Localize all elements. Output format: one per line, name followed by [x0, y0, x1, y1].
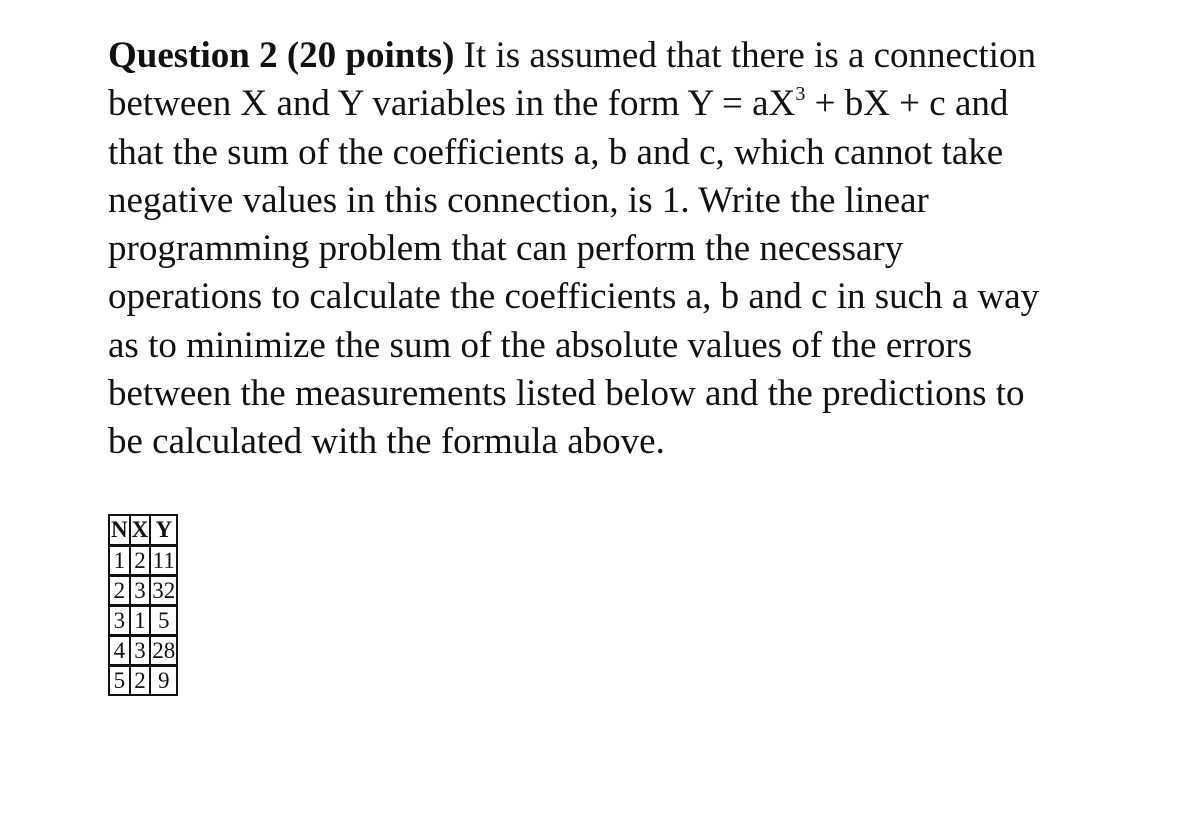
question-text — [108, 32, 1168, 467]
cell-y: 5 — [150, 605, 177, 635]
cell-y: 11 — [150, 545, 177, 575]
header-n: N — [109, 515, 130, 545]
question-line-2-text: between X and Y variables in the form Y = aX — [108, 83, 796, 125]
question-line-4: negative values in this connection, is 1. Write the linear — [108, 179, 929, 221]
question-line-6: operations to calculate the coefficients a, b and c in such a way — [108, 276, 1040, 318]
question-line-2-tail: + bX + c and — [805, 83, 1009, 125]
question-heading: Question 2 (20 points) — [108, 35, 455, 76]
cell-x: 3 — [130, 575, 151, 605]
cell-n: 1 — [109, 545, 130, 575]
cell-n: 2 — [109, 575, 130, 605]
question-line-1-text: It is assumed that there is a connection — [454, 35, 1036, 76]
cell-y: 32 — [150, 575, 177, 605]
cell-n: 4 — [109, 635, 130, 665]
cell-y: 28 — [150, 635, 177, 665]
table-row — [109, 575, 177, 605]
table-row — [109, 545, 177, 575]
question-line-3: that the sum of the coefficients a, b and c, which cannot take — [108, 131, 1004, 173]
question-line-5: programming problem that can perform the necessary — [108, 228, 904, 270]
question-line-8: between the measurements listed below and the predictions to — [108, 373, 1025, 415]
table-row — [109, 635, 177, 665]
header-x: X — [130, 515, 151, 545]
question-line-9: be calculated with the formula above. — [108, 421, 665, 463]
cell-x: 1 — [130, 605, 151, 635]
table-header-row — [109, 515, 177, 545]
question-line-2 — [108, 80, 1168, 128]
measurements-table — [108, 514, 178, 696]
cell-y: 9 — [150, 665, 177, 695]
header-y: Y — [150, 515, 177, 545]
question-line-1 — [108, 32, 1168, 80]
exponent: 3 — [795, 83, 806, 106]
question-line-7: as to minimize the sum of the absolute values of the errors — [108, 324, 973, 366]
cell-n: 3 — [109, 605, 130, 635]
cell-x: 2 — [130, 665, 151, 695]
cell-x: 3 — [130, 635, 151, 665]
cell-n: 5 — [109, 665, 130, 695]
table-row — [109, 605, 177, 635]
cell-x: 2 — [130, 545, 151, 575]
table-row — [109, 665, 177, 695]
